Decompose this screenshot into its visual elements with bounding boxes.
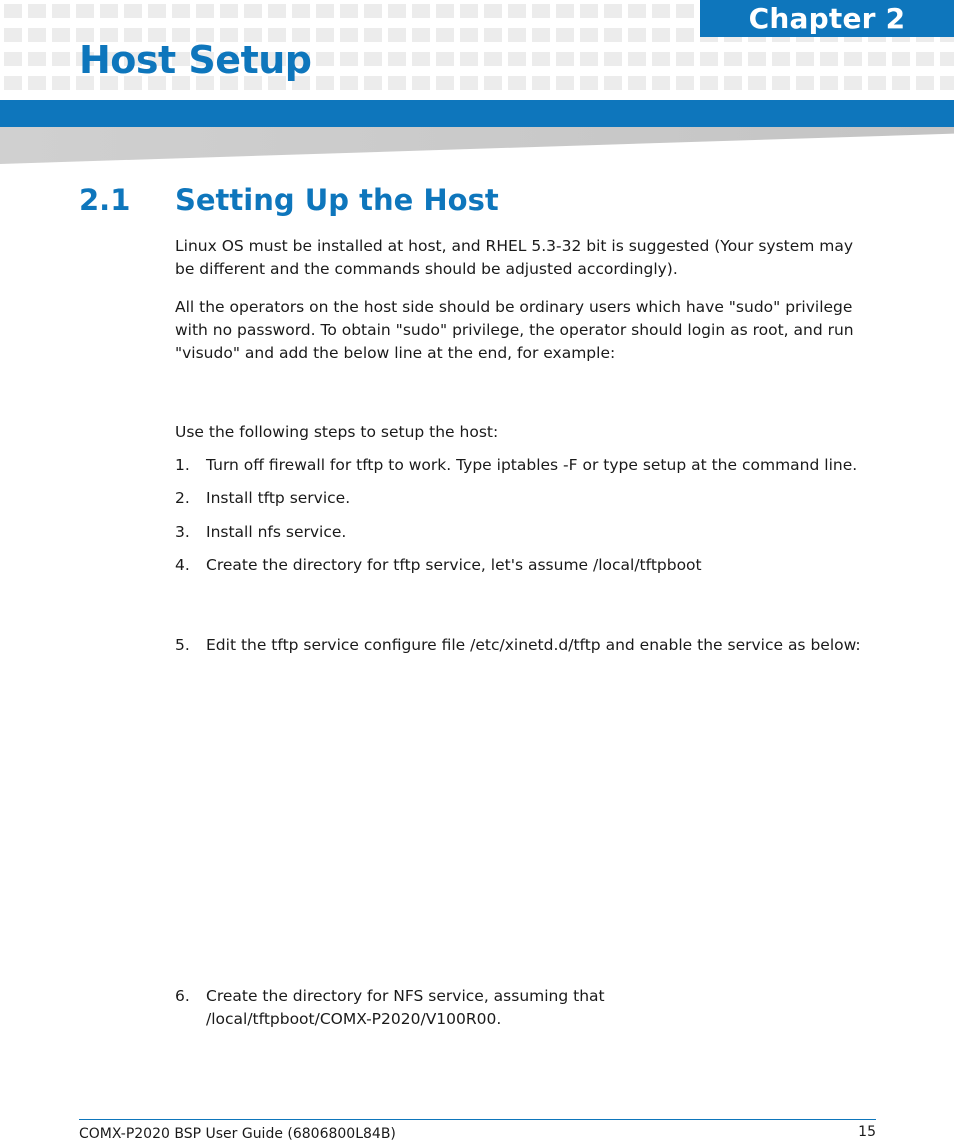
list-item-step-1 bbox=[175, 454, 875, 477]
paragraph-sudo: All the operators on the host side should be ordinary users which have "sudo" privilege with no password. To obtain "sudo" privilege, the operator should login as root, and run "visudo" and add the below line at the end, for example: bbox=[175, 298, 854, 362]
chapter-label: Chapter 2 bbox=[700, 0, 954, 37]
header-grey-wedge bbox=[0, 127, 954, 164]
section-title: Setting Up the Host bbox=[175, 183, 499, 217]
list-item-step-2 bbox=[175, 487, 875, 510]
footer-doc-title: COMX-P2020 BSP User Guide (6806800L84B) bbox=[79, 1126, 396, 1142]
list-item-step-3 bbox=[175, 521, 875, 544]
list-item-step-5 bbox=[175, 634, 875, 657]
step-text: Create the directory for tftp service, let's assume /local/tftpboot bbox=[206, 556, 702, 574]
section-heading bbox=[79, 183, 499, 217]
step-number: 5. bbox=[175, 636, 190, 654]
paragraph-os-requirement: Linux OS must be installed at host, and RHEL 5.3-32 bit is suggested (Your system may be different and the commands should be adjusted accordingly). bbox=[175, 237, 854, 278]
footer-page-number: 15 bbox=[858, 1124, 876, 1140]
step-text: Install tftp service. bbox=[206, 489, 351, 507]
step-number: 2. bbox=[175, 489, 190, 507]
list-item-step-6 bbox=[175, 985, 775, 1031]
step-text: Install nfs service. bbox=[206, 523, 347, 541]
step-number: 6. bbox=[175, 987, 190, 1005]
step-text: Edit the tftp service configure file /etc/xinetd.d/tftp and enable the service as below: bbox=[206, 636, 861, 654]
step-number: 3. bbox=[175, 523, 190, 541]
step-number: 4. bbox=[175, 556, 190, 574]
paragraph-steps-intro: Use the following steps to setup the host: bbox=[175, 423, 499, 441]
header-blue-band bbox=[0, 100, 954, 127]
step-number: 1. bbox=[175, 456, 190, 474]
step-text: Turn off firewall for tftp to work. Type iptables -F or type setup at the command line. bbox=[206, 456, 858, 474]
footer-divider bbox=[79, 1119, 876, 1120]
section-number: 2.1 bbox=[79, 183, 131, 217]
step-text: Create the directory for NFS service, assuming that /local/tftpboot/COMX-P2020/V100R00. bbox=[206, 987, 605, 1028]
list-item-step-4 bbox=[175, 554, 875, 577]
chapter-title: Host Setup bbox=[79, 38, 312, 82]
